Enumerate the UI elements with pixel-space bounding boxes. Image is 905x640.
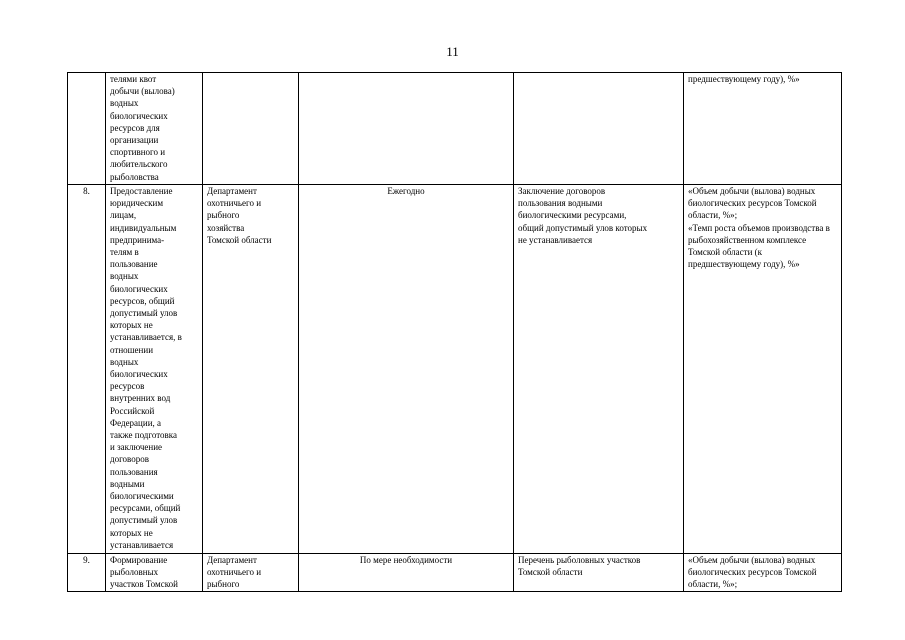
measure-name-cell: Формирование рыболовных участков Томской [106,554,203,592]
measure-name-cell: Предоставление юридическим лицам, индивидуальным предпринима- телям в пользование водных биологических ресурсов, общий допустимый улов которых не устанавливается, в отношении водных биологических ресурсов внутренних вод Российской Федерации, а также подготовка и заключение договоров пользования водными биологическими ресурсами, общий допустимый улов которых не устанавливается [106,185,203,554]
result-cell: Перечень рыболовных участков Томской области [514,554,684,592]
table-row [68,185,842,554]
term-cell: По мере необходимости [299,554,514,592]
row-number-cell [68,73,106,185]
indicator-cell: предшествующему году), %» [684,73,842,185]
measures-table [67,72,842,592]
result-cell: Заключение договоров пользования водными биологическими ресурсами, общий допустимый улов которых не устанавливается [514,185,684,554]
table-row [68,554,842,592]
indicator-cell: «Объем добычи (вылова) водных биологических ресурсов Томской области, %»; [684,554,842,592]
result-cell [514,73,684,185]
row-number-cell: 8. [68,185,106,554]
table-row [68,73,842,185]
executor-cell [203,73,299,185]
term-cell [299,73,514,185]
measure-name-cell: телями квот добычи (вылова) водных биологических ресурсов для организации спортивного и любительского рыболовства [106,73,203,185]
executor-cell: Департамент охотничьего и рыбного хозяйства Томской области [203,185,299,554]
page-number: 11 [446,44,459,59]
indicator-cell: «Объем добычи (вылова) водных биологических ресурсов Томской области, %»; «Темп роста объемов производства в рыбохозяйственном комплексе Томской области (к предшествующему году), %» [684,185,842,554]
executor-cell: Департамент охотничьего и рыбного [203,554,299,592]
row-number-cell: 9. [68,554,106,592]
term-cell: Ежегодно [299,185,514,554]
